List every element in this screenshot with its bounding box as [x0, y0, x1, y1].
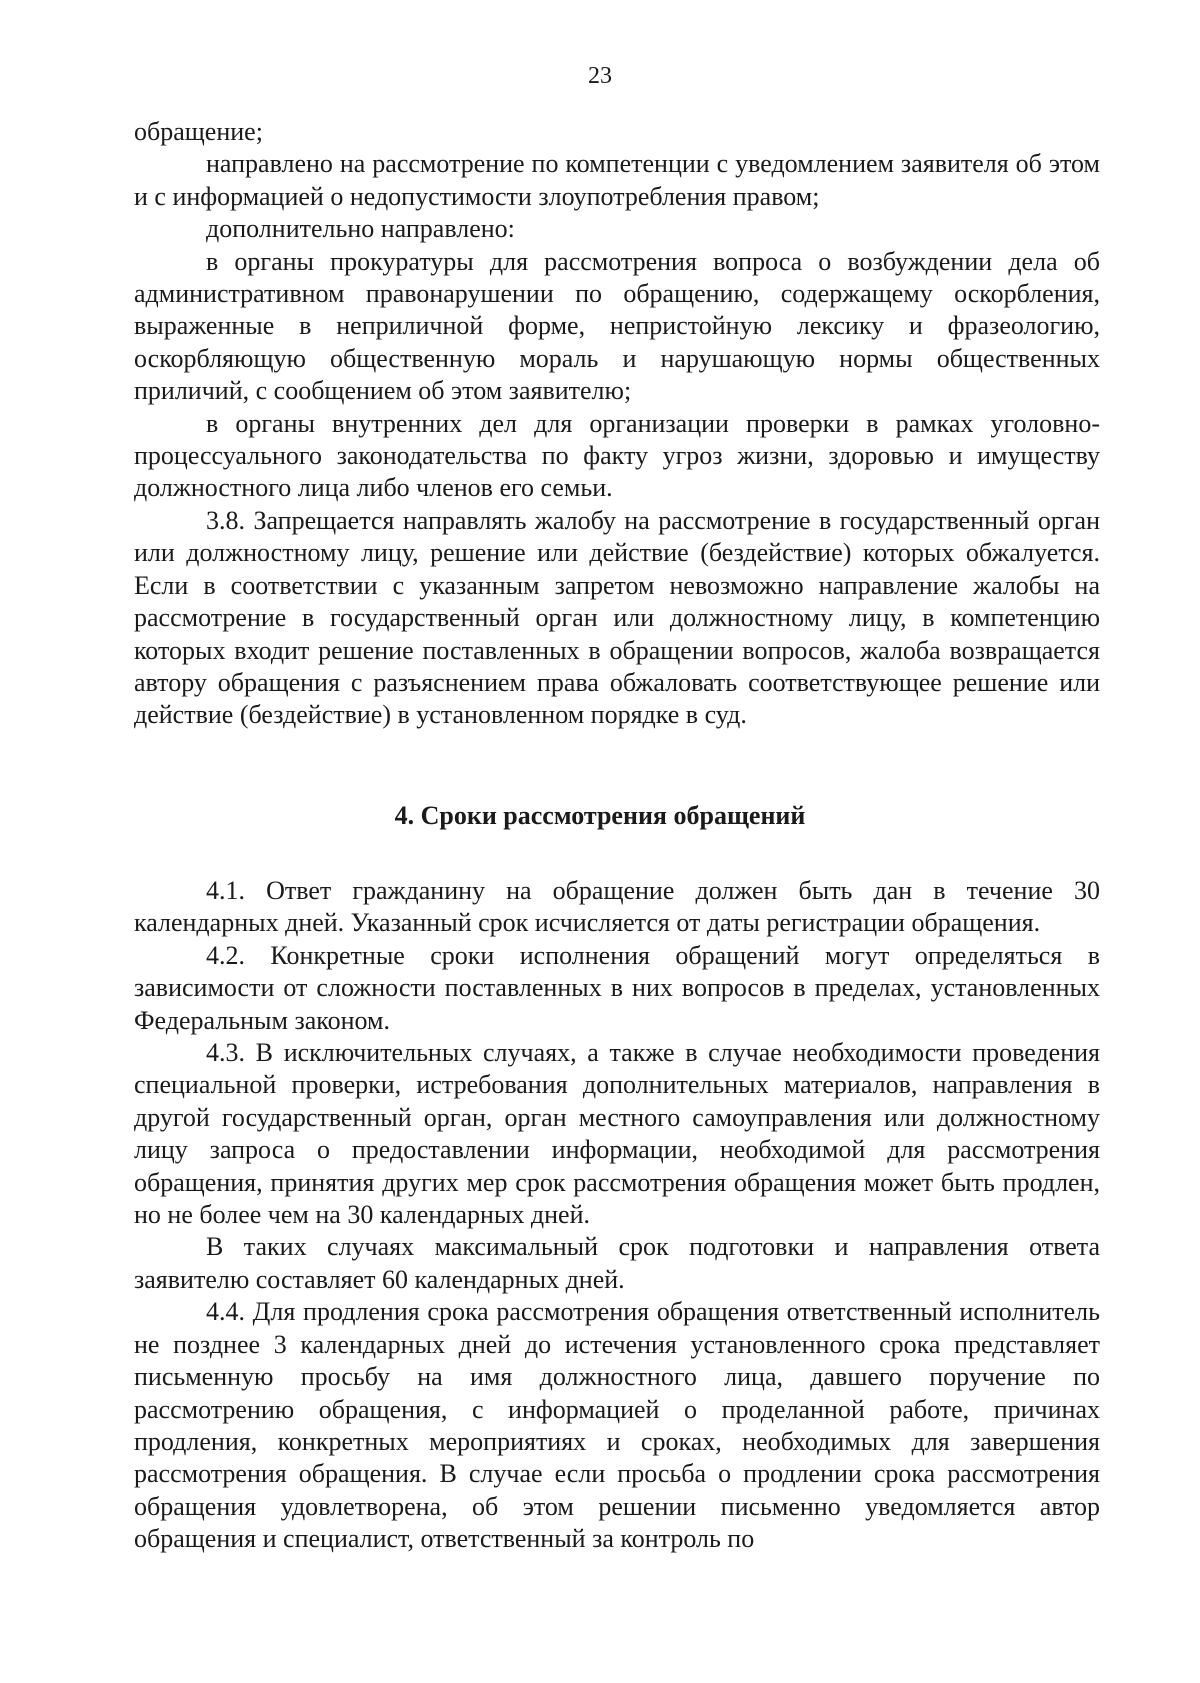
- paragraph-4-3: 4.3. В исключительных случаях, а также в случае необходимости проведения специальной проверки, истребования дополнительных материалов, направления в другой государственный орган, орган местного самоуправления или должностному лицу запроса о предоставлении информации, необходимой для рассмотрения обращения, принятия других мер срок рассмотрения обращения может быть продлен, но не более чем на 30 календарных дней.: [134, 1038, 1100, 1230]
- paragraph: направлено на рассмотрение по компетенции с уведомлением заявителя об этом и с информацией о недопустимости злоупотребления правом;: [134, 149, 1100, 211]
- paragraph-4-2: 4.2. Конкретные сроки исполнения обращений могут определяться в зависимости от сложности поставленных в них вопросов в пределах, установленных Федеральным законом.: [134, 940, 1100, 1035]
- page-number: 23: [588, 63, 612, 89]
- paragraph: в органы внутренних дел для организации проверки в рамках уголовно-процессуального законодательства по факту угроз жизни, здоровью и имуществу должностного лица либо членов его семьи.: [134, 408, 1100, 503]
- paragraph: дополнительно направлено:: [206, 214, 515, 244]
- paragraph: обращение;: [134, 117, 263, 146]
- paragraph: в органы прокуратуры для рассмотрения вопроса о возбуждении дела об административном правонарушении по обращению, содержащему оскорбления, выраженные в неприличной форме, непристойную лексику и фразеологию, оскорбляющую общественную мораль и нарушающую нормы общественных приличий, с сообщением об этом заявителю;: [134, 246, 1100, 406]
- section-3-continuation: [134, 116, 1100, 732]
- paragraph-4-1: 4.1. Ответ гражданину на обращение должен быть дан в течение 30 календарных дней. Указанный срок исчисляется от даты регистрации обращения.: [134, 876, 1100, 938]
- section-4-heading: 4. Сроки рассмотрения обращений: [394, 801, 806, 830]
- paragraph: В таких случаях максимальный срок подготовки и направления ответа заявителю составляет 60 календарных дней.: [134, 1232, 1100, 1294]
- paragraph-3-8: 3.8. Запрещается направлять жалобу на рассмотрение в государственный орган или должностному лицу, решение или действие (бездействие) которых обжалуется. Если в соответствии с указанным запретом невозможно направление жалобы на рассмотрение в государственный орган или должностному лицу, в компетенцию которых входит решение поставленных в обращении вопросов, жалоба возвращается автору обращения с разъяснением права обжаловать соответствующее решение или действие (бездействие) в установленном порядке в суд.: [134, 505, 1100, 730]
- section-4-body: [134, 875, 1100, 1556]
- paragraph-4-4: 4.4. Для продления срока рассмотрения обращения ответственный исполнитель не позднее 3 календарных дней до истечения установленного срока представляет письменную просьбу на имя должностного лица, давшего поручение по рассмотрению обращения, с информацией о проделанной работе, причинах продления, конкретных мероприятиях и сроках, необходимых для завершения рассмотрения обращения. В случае если просьба о продлении срока рассмотрения обращения удовлетворена, об этом решении письменно уведомляется автор обращения и специалист, ответственный за контроль по: [134, 1297, 1100, 1554]
